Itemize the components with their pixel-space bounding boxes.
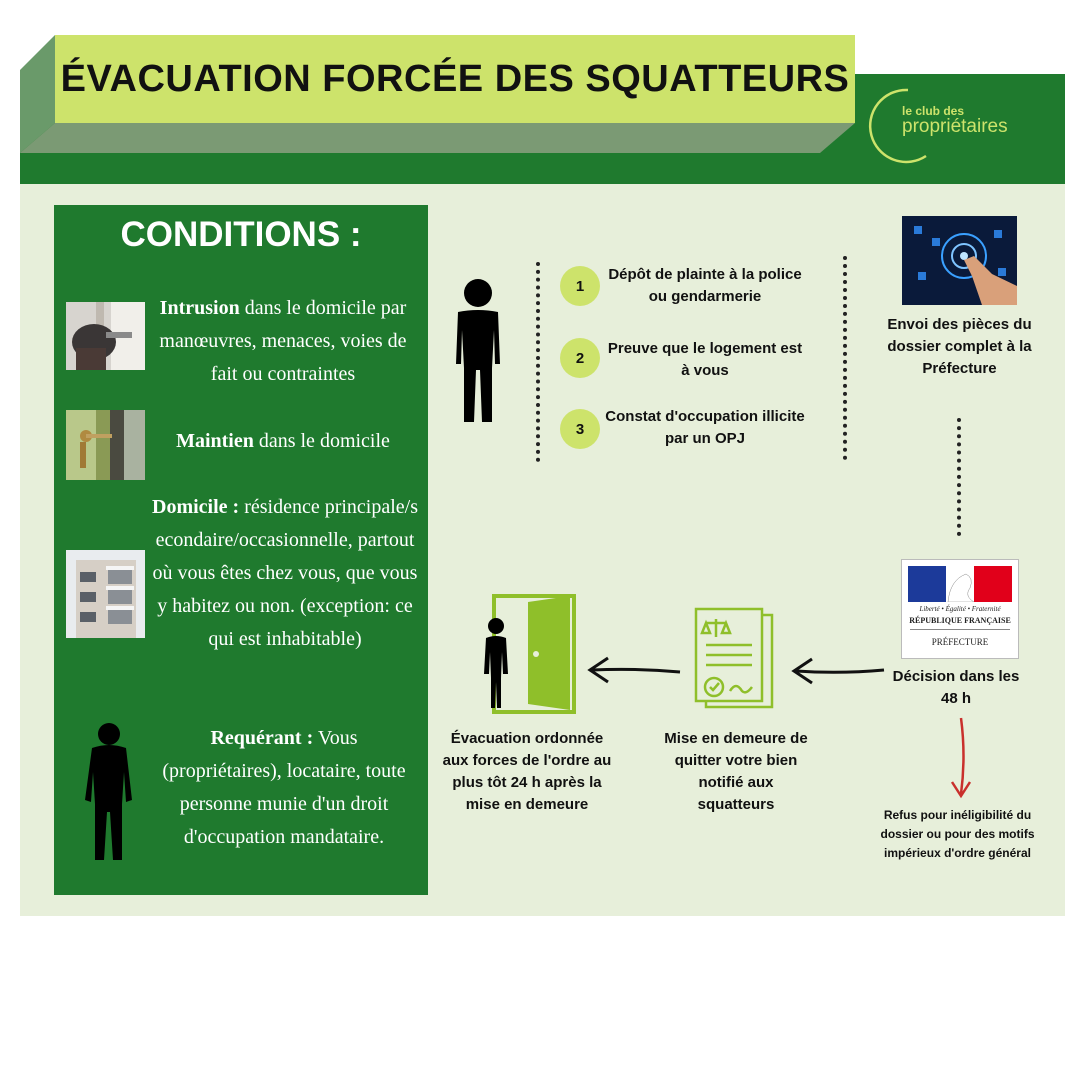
prefecture-motto: Liberté • Égalité • Fraternité (919, 605, 1001, 613)
dotted-separator (843, 256, 847, 460)
logo-text-bottom: propriétaires (902, 116, 1008, 137)
prefecture-logo (901, 559, 1019, 659)
legal-document-icon (684, 605, 780, 715)
step-text: Preuve que le logement est à vous (607, 340, 803, 379)
logo-text-top: le club des (902, 104, 965, 118)
gloved-hand-photo-icon (66, 302, 145, 370)
apartment-building-photo-icon (66, 550, 145, 638)
step-number: 1 (560, 266, 600, 306)
dotted-separator (536, 262, 540, 462)
envoi-text: Envoi des pièces du dossier complet à la Préfecture (887, 316, 1032, 377)
key-in-door-photo-icon (66, 410, 145, 480)
person-standing-icon (452, 278, 504, 424)
decision-text: Décision dans les 48 h (892, 668, 1020, 707)
digital-hand-photo-icon (902, 216, 1017, 305)
step-number: 2 (560, 338, 600, 378)
prefecture-divider (910, 629, 1010, 630)
condition-domicile: Domicile : résidence principale/secondaire/occasionnelle, partout où vous êtes chez vous, que vous y habitez ou non. (exception: ce qui est inhabitable) (152, 496, 418, 650)
marianne-flag-icon (908, 566, 1012, 602)
step-text: Dépôt de plainte à la police ou gendarmerie (608, 266, 802, 305)
step-number: 3 (560, 409, 600, 449)
open-door-icon (482, 592, 578, 716)
condition-maintien: Maintien dans le domicile (176, 430, 390, 452)
page-title: ÉVACUATION FORCÉE DES SQUATTEURS (60, 57, 850, 100)
refus-text: Refus pour inéligibilité du dossier ou pour des motifs impérieux d'ordre général (880, 808, 1035, 860)
condition-intrusion: Intrusion dans le domicile par manœuvres, menaces, voies de fait ou contraintes (159, 297, 407, 385)
mise-en-demeure-text: Mise en demeure de quitter votre bien notifié aux squatteurs (664, 730, 808, 813)
prefecture-label: PRÉFECTURE (931, 637, 989, 647)
step-text: Constat d'occupation illicite par un OPJ (605, 408, 805, 447)
person-silhouette-icon (80, 720, 138, 862)
conditions-title: CONDITIONS : (120, 215, 362, 254)
arrow-left-icon (586, 654, 682, 688)
prefecture-republic: RÉPUBLIQUE FRANÇAISE (909, 616, 1011, 625)
red-arrow-down-icon (944, 716, 978, 800)
arrow-left-icon (790, 654, 886, 688)
condition-requerant: Requérant : Vous (propriétaires), locataire, toute personne munie d'un droit d'occupation mandataire. (162, 727, 406, 848)
evacuation-text: Évacuation ordonnée aux forces de l'ordre au plus tôt 24 h après la mise en demeure (442, 730, 612, 813)
page-title-box (55, 35, 855, 123)
dotted-separator (957, 418, 961, 536)
